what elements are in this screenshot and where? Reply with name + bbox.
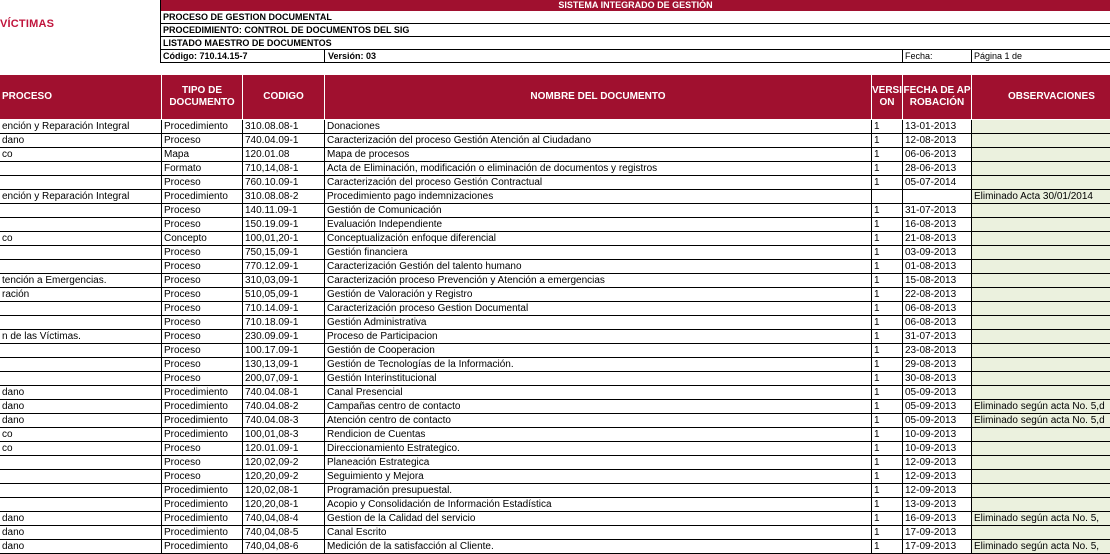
cell-tipo[interactable]: Procedimiento <box>162 540 243 553</box>
cell-proceso[interactable]: dano <box>0 414 162 427</box>
cell-nombre[interactable]: Caracterización proceso Prevención y Atención a emergencias <box>325 274 872 287</box>
cell-version[interactable]: 1 <box>872 316 903 329</box>
cell-observaciones[interactable]: Eliminado según acta No. 5,d <box>972 414 1110 427</box>
cell-version[interactable]: 1 <box>872 162 903 175</box>
cell-observaciones[interactable]: Eliminado Acta 30/01/2014 <box>972 190 1110 203</box>
cell-codigo[interactable]: 120.01.08 <box>243 148 325 161</box>
cell-tipo[interactable]: Proceso <box>162 176 243 189</box>
cell-proceso[interactable] <box>0 470 162 483</box>
cell-nombre[interactable]: Canal Escrito <box>325 526 872 539</box>
cell-nombre[interactable]: Seguimiento y Mejora <box>325 470 872 483</box>
cell-observaciones[interactable] <box>972 316 1110 329</box>
col-tipo[interactable]: TIPO DE DOCUMENTO <box>162 75 243 119</box>
cell-observaciones[interactable] <box>972 260 1110 273</box>
cell-observaciones[interactable] <box>972 498 1110 511</box>
cell-fecha[interactable]: 12-09-2013 <box>903 470 972 483</box>
col-version[interactable]: VERSION <box>872 75 903 119</box>
table-row[interactable] <box>0 414 1110 428</box>
cell-nombre[interactable]: Gestión de Comunicación <box>325 204 872 217</box>
cell-observaciones[interactable] <box>972 470 1110 483</box>
cell-codigo[interactable]: 740.04.08-3 <box>243 414 325 427</box>
cell-nombre[interactable]: Planeación Estrategica <box>325 456 872 469</box>
cell-version[interactable]: 1 <box>872 260 903 273</box>
cell-proceso[interactable]: n de las Víctimas. <box>0 330 162 343</box>
cell-fecha[interactable]: 21-08-2013 <box>903 232 972 245</box>
cell-tipo[interactable]: Mapa <box>162 148 243 161</box>
system-title: SISTEMA INTEGRADO DE GESTIÓN <box>161 0 1110 11</box>
cell-fecha[interactable]: 17-09-2013 <box>903 540 972 553</box>
cell-version[interactable]: 1 <box>872 358 903 371</box>
cell-fecha[interactable]: 12-08-2013 <box>903 134 972 147</box>
cell-codigo[interactable]: 100.17.09-1 <box>243 344 325 357</box>
cell-version[interactable]: 1 <box>872 330 903 343</box>
cell-observaciones[interactable] <box>972 274 1110 287</box>
cell-version[interactable]: 1 <box>872 274 903 287</box>
cell-codigo[interactable]: 740.04.09-1 <box>243 134 325 147</box>
header-fecha: Fecha: <box>905 51 933 61</box>
cell-proceso[interactable]: co <box>0 148 162 161</box>
cell-observaciones[interactable] <box>972 148 1110 161</box>
table-row[interactable] <box>0 442 1110 456</box>
cell-observaciones[interactable] <box>972 176 1110 189</box>
cell-fecha[interactable]: 12-09-2013 <box>903 484 972 497</box>
cell-fecha[interactable] <box>903 190 972 203</box>
table-row[interactable] <box>0 470 1110 484</box>
cell-codigo[interactable]: 100,01,20-1 <box>243 232 325 245</box>
cell-nombre[interactable]: Gestion de la Calidad del servicio <box>325 512 872 525</box>
cell-fecha[interactable]: 06-08-2013 <box>903 316 972 329</box>
header-meta-row <box>161 50 1110 63</box>
cell-codigo[interactable]: 310.08.08-2 <box>243 190 325 203</box>
table-row[interactable] <box>0 428 1110 442</box>
cell-codigo[interactable]: 120,20,09-2 <box>243 470 325 483</box>
cell-observaciones[interactable]: Eliminado según acta No. 5,d <box>972 400 1110 413</box>
cell-version[interactable]: 1 <box>872 484 903 497</box>
cell-nombre[interactable]: Donaciones <box>325 120 872 133</box>
cell-fecha[interactable]: 22-08-2013 <box>903 288 972 301</box>
cell-proceso[interactable]: ración <box>0 288 162 301</box>
cell-tipo[interactable]: Proceso <box>162 274 243 287</box>
table-row[interactable] <box>0 162 1110 176</box>
cell-version[interactable] <box>872 190 903 203</box>
cell-version[interactable]: 1 <box>872 288 903 301</box>
cell-fecha[interactable]: 28-06-2013 <box>903 162 972 175</box>
table-row[interactable] <box>0 148 1110 162</box>
cell-proceso[interactable]: tención a Emergencias. <box>0 274 162 287</box>
header-codigo: Código: 710.14.15-7 <box>163 51 248 61</box>
cell-fecha[interactable]: 05-09-2013 <box>903 414 972 427</box>
cell-nombre[interactable]: Acta de Eliminación, modificación o eliminación de documentos y registros <box>325 162 872 175</box>
cell-tipo[interactable]: Procedimiento <box>162 512 243 525</box>
table-row[interactable] <box>0 134 1110 148</box>
cell-tipo[interactable]: Procedimiento <box>162 428 243 441</box>
cell-tipo[interactable]: Proceso <box>162 288 243 301</box>
cell-version[interactable]: 1 <box>872 526 903 539</box>
cell-observaciones[interactable] <box>972 386 1110 399</box>
cell-nombre[interactable]: Caracterización proceso Gestion Documental <box>325 302 872 315</box>
cell-codigo[interactable]: 750,15,09-1 <box>243 246 325 259</box>
table-row[interactable] <box>0 246 1110 260</box>
cell-version[interactable]: 1 <box>872 302 903 315</box>
cell-proceso[interactable] <box>0 204 162 217</box>
cell-nombre[interactable]: Gestión Administrativa <box>325 316 872 329</box>
cell-observaciones[interactable] <box>972 246 1110 259</box>
cell-tipo[interactable]: Procedimiento <box>162 526 243 539</box>
cell-fecha[interactable]: 30-08-2013 <box>903 372 972 385</box>
cell-codigo[interactable]: 310.08.08-1 <box>243 120 325 133</box>
cell-nombre[interactable]: Evaluación Independiente <box>325 218 872 231</box>
cell-tipo[interactable]: Proceso <box>162 442 243 455</box>
table-row[interactable] <box>0 512 1110 526</box>
cell-tipo[interactable]: Procedimiento <box>162 484 243 497</box>
col-codigo[interactable]: CODIGO <box>243 75 325 119</box>
cell-tipo[interactable]: Proceso <box>162 358 243 371</box>
cell-observaciones[interactable] <box>972 428 1110 441</box>
cell-version[interactable]: 1 <box>872 540 903 553</box>
cell-version[interactable]: 1 <box>872 456 903 469</box>
header-listado: LISTADO MAESTRO DE DOCUMENTOS <box>161 37 1110 50</box>
cell-proceso[interactable]: dano <box>0 134 162 147</box>
cell-proceso[interactable]: dano <box>0 540 162 553</box>
cell-tipo[interactable]: Formato <box>162 162 243 175</box>
cell-codigo[interactable]: 120,02,09-2 <box>243 456 325 469</box>
cell-version[interactable]: 1 <box>872 414 903 427</box>
cell-nombre[interactable]: Caracterización Gestión del talento humano <box>325 260 872 273</box>
table-row[interactable] <box>0 120 1110 134</box>
cell-codigo[interactable]: 740,04,08-4 <box>243 512 325 525</box>
cell-proceso[interactable]: dano <box>0 526 162 539</box>
cell-fecha[interactable]: 12-09-2013 <box>903 456 972 469</box>
cell-proceso[interactable] <box>0 316 162 329</box>
cell-fecha[interactable]: 06-06-2013 <box>903 148 972 161</box>
table-row[interactable] <box>0 232 1110 246</box>
cell-observaciones[interactable] <box>972 344 1110 357</box>
cell-version[interactable]: 1 <box>872 120 903 133</box>
cell-proceso[interactable] <box>0 372 162 385</box>
cell-fecha[interactable]: 06-08-2013 <box>903 302 972 315</box>
table-row[interactable] <box>0 260 1110 274</box>
cell-version[interactable]: 1 <box>872 512 903 525</box>
cell-proceso[interactable]: ención y Reparación Integral <box>0 190 162 203</box>
cell-fecha[interactable]: 31-07-2013 <box>903 330 972 343</box>
cell-fecha[interactable]: 10-09-2013 <box>903 428 972 441</box>
cell-nombre[interactable]: Gestión financiera <box>325 246 872 259</box>
header-pagina: Página 1 de <box>974 51 1023 61</box>
cell-nombre[interactable]: Acopio y Consolidación de Información Estadística <box>325 498 872 511</box>
cell-version[interactable]: 1 <box>872 232 903 245</box>
cell-version[interactable]: 1 <box>872 176 903 189</box>
cell-proceso[interactable] <box>0 358 162 371</box>
cell-proceso[interactable] <box>0 218 162 231</box>
cell-proceso[interactable] <box>0 344 162 357</box>
cell-tipo[interactable]: Proceso <box>162 246 243 259</box>
col-fecha[interactable]: FECHA DE APROBACIÓN <box>903 75 972 119</box>
table-row[interactable] <box>0 302 1110 316</box>
table-row[interactable] <box>0 330 1110 344</box>
cell-codigo[interactable]: 710.14.09-1 <box>243 302 325 315</box>
cell-tipo[interactable]: Proceso <box>162 260 243 273</box>
cell-fecha[interactable]: 16-09-2013 <box>903 512 972 525</box>
cell-proceso[interactable] <box>0 162 162 175</box>
cell-fecha[interactable]: 05-09-2013 <box>903 400 972 413</box>
cell-fecha[interactable]: 03-09-2013 <box>903 246 972 259</box>
divider <box>902 50 903 63</box>
cell-codigo[interactable]: 200,07,09-1 <box>243 372 325 385</box>
header-procedimiento: PROCEDIMIENTO: CONTROL DE DOCUMENTOS DEL SIG <box>161 24 1110 37</box>
table-row[interactable] <box>0 386 1110 400</box>
cell-codigo[interactable]: 710,14,08-1 <box>243 162 325 175</box>
col-proceso[interactable]: PROCESO <box>0 75 162 119</box>
cell-tipo[interactable]: Proceso <box>162 456 243 469</box>
cell-version[interactable]: 1 <box>872 148 903 161</box>
cell-codigo[interactable]: 120,20,08-1 <box>243 498 325 511</box>
cell-observaciones[interactable] <box>972 134 1110 147</box>
cell-observaciones[interactable] <box>972 330 1110 343</box>
cell-version[interactable]: 1 <box>872 246 903 259</box>
cell-nombre[interactable]: Direccionamiento Estrategico. <box>325 442 872 455</box>
table-row[interactable] <box>0 456 1110 470</box>
table-row[interactable] <box>0 190 1110 204</box>
col-nombre[interactable]: NOMBRE DEL DOCUMENTO <box>325 75 872 119</box>
cell-observaciones[interactable] <box>972 218 1110 231</box>
cell-tipo[interactable]: Proceso <box>162 470 243 483</box>
cell-proceso[interactable]: ención y Reparación Integral <box>0 120 162 133</box>
cell-tipo[interactable]: Procedimiento <box>162 120 243 133</box>
cell-version[interactable]: 1 <box>872 498 903 511</box>
table-row[interactable] <box>0 288 1110 302</box>
cell-fecha[interactable]: 10-09-2013 <box>903 442 972 455</box>
cell-version[interactable]: 1 <box>872 134 903 147</box>
cell-tipo[interactable]: Proceso <box>162 134 243 147</box>
cell-tipo[interactable]: Proceso <box>162 316 243 329</box>
cell-codigo[interactable]: 120.01.09-1 <box>243 442 325 455</box>
cell-proceso[interactable]: co <box>0 232 162 245</box>
cell-proceso[interactable]: co <box>0 428 162 441</box>
cell-proceso[interactable]: dano <box>0 386 162 399</box>
cell-tipo[interactable]: Procedimiento <box>162 414 243 427</box>
table-row[interactable] <box>0 204 1110 218</box>
table-row[interactable] <box>0 274 1110 288</box>
cell-fecha[interactable]: 31-07-2013 <box>903 204 972 217</box>
cell-proceso[interactable] <box>0 484 162 497</box>
cell-codigo[interactable]: 130,13,09-1 <box>243 358 325 371</box>
cell-version[interactable]: 1 <box>872 470 903 483</box>
cell-proceso[interactable] <box>0 260 162 273</box>
cell-proceso[interactable]: dano <box>0 400 162 413</box>
cell-nombre[interactable]: Gestión Interinstitucional <box>325 372 872 385</box>
cell-tipo[interactable]: Proceso <box>162 330 243 343</box>
cell-nombre[interactable]: Gestión de Cooperacion <box>325 344 872 357</box>
table-row[interactable] <box>0 484 1110 498</box>
table-row[interactable] <box>0 218 1110 232</box>
cell-version[interactable]: 1 <box>872 400 903 413</box>
cell-observaciones[interactable] <box>972 204 1110 217</box>
cell-tipo[interactable]: Proceso <box>162 302 243 315</box>
logo-area <box>0 0 161 63</box>
header-version: Versión: 03 <box>328 51 377 61</box>
cell-tipo[interactable]: Procedimiento <box>162 190 243 203</box>
cell-codigo[interactable]: 100,01,08-3 <box>243 428 325 441</box>
cell-observaciones[interactable] <box>972 288 1110 301</box>
header-proceso: PROCESO DE GESTION DOCUMENTAL <box>161 11 1110 24</box>
cell-codigo[interactable]: 770.12.09-1 <box>243 260 325 273</box>
cell-version[interactable]: 1 <box>872 204 903 217</box>
cell-codigo[interactable]: 740.04.08-1 <box>243 386 325 399</box>
cell-observaciones[interactable] <box>972 162 1110 175</box>
cell-version[interactable]: 1 <box>872 428 903 441</box>
cell-fecha[interactable]: 13-01-2013 <box>903 120 972 133</box>
cell-nombre[interactable]: Programación presupuestal. <box>325 484 872 497</box>
table-row[interactable] <box>0 176 1110 190</box>
cell-observaciones[interactable] <box>972 358 1110 371</box>
cell-tipo[interactable]: Procedimiento <box>162 498 243 511</box>
table-row[interactable] <box>0 358 1110 372</box>
cell-fecha[interactable]: 13-09-2013 <box>903 498 972 511</box>
cell-nombre[interactable]: Campañas centro de contacto <box>325 400 872 413</box>
cell-nombre[interactable]: Procedimiento pago indemnizaciones <box>325 190 872 203</box>
cell-nombre[interactable]: Canal Presencial <box>325 386 872 399</box>
cell-codigo[interactable]: 150.19.09-1 <box>243 218 325 231</box>
cell-fecha[interactable]: 15-08-2013 <box>903 274 972 287</box>
cell-observaciones[interactable] <box>972 442 1110 455</box>
cell-observaciones[interactable]: Eliminado según acta No. 5, <box>972 540 1110 553</box>
cell-fecha[interactable]: 01-08-2013 <box>903 260 972 273</box>
cell-tipo[interactable]: Proceso <box>162 204 243 217</box>
cell-version[interactable]: 1 <box>872 218 903 231</box>
cell-observaciones[interactable] <box>972 232 1110 245</box>
cell-fecha[interactable]: 17-09-2013 <box>903 526 972 539</box>
cell-fecha[interactable]: 23-08-2013 <box>903 344 972 357</box>
divider <box>324 50 325 63</box>
cell-observaciones[interactable] <box>972 302 1110 315</box>
cell-codigo[interactable]: 140.11.09-1 <box>243 204 325 217</box>
table-row[interactable] <box>0 526 1110 540</box>
cell-nombre[interactable]: Atención centro de contacto <box>325 414 872 427</box>
cell-fecha[interactable]: 29-08-2013 <box>903 358 972 371</box>
col-observaciones[interactable]: OBSERVACIONES <box>1008 91 1095 102</box>
table-row[interactable] <box>0 344 1110 358</box>
cell-codigo[interactable]: 710.18.09-1 <box>243 316 325 329</box>
cell-proceso[interactable] <box>0 456 162 469</box>
cell-proceso[interactable] <box>0 498 162 511</box>
table-body <box>0 120 1110 554</box>
cell-tipo[interactable]: Proceso <box>162 218 243 231</box>
cell-observaciones[interactable] <box>972 372 1110 385</box>
cell-tipo[interactable]: Proceso <box>162 372 243 385</box>
cell-nombre[interactable]: Proceso de Participacion <box>325 330 872 343</box>
cell-observaciones[interactable] <box>972 456 1110 469</box>
table-row[interactable] <box>0 316 1110 330</box>
cell-codigo[interactable]: 310,03,09-1 <box>243 274 325 287</box>
cell-nombre[interactable]: Conceptualización enfoque diferencial <box>325 232 872 245</box>
cell-codigo[interactable]: 760.10.09-1 <box>243 176 325 189</box>
cell-nombre[interactable]: Mapa de procesos <box>325 148 872 161</box>
cell-codigo[interactable]: 740,04,08-5 <box>243 526 325 539</box>
table-row[interactable] <box>0 400 1110 414</box>
cell-fecha[interactable]: 16-08-2013 <box>903 218 972 231</box>
cell-nombre[interactable]: Gestión de Valoración y Registro <box>325 288 872 301</box>
cell-codigo[interactable]: 230.09.09-1 <box>243 330 325 343</box>
cell-codigo[interactable]: 740.04.08-2 <box>243 400 325 413</box>
table-row[interactable] <box>0 372 1110 386</box>
cell-tipo[interactable]: Procedimiento <box>162 400 243 413</box>
cell-version[interactable]: 1 <box>872 386 903 399</box>
cell-proceso[interactable]: co <box>0 442 162 455</box>
cell-proceso[interactable] <box>0 246 162 259</box>
cell-nombre[interactable]: Caracterización del proceso Gestión Contractual <box>325 176 872 189</box>
cell-tipo[interactable]: Concepto <box>162 232 243 245</box>
table-row[interactable] <box>0 498 1110 512</box>
cell-nombre[interactable]: Rendicion de Cuentas <box>325 428 872 441</box>
cell-version[interactable]: 1 <box>872 442 903 455</box>
cell-codigo[interactable]: 120,02,08-1 <box>243 484 325 497</box>
cell-codigo[interactable]: 740,04,08-6 <box>243 540 325 553</box>
cell-observaciones[interactable] <box>972 120 1110 133</box>
cell-nombre[interactable]: Caracterización del proceso Gestión Atención al Ciudadano <box>325 134 872 147</box>
cell-version[interactable]: 1 <box>872 372 903 385</box>
cell-tipo[interactable]: Procedimiento <box>162 386 243 399</box>
cell-fecha[interactable]: 05-07-2014 <box>903 176 972 189</box>
cell-proceso[interactable] <box>0 302 162 315</box>
divider <box>971 50 972 63</box>
cell-proceso[interactable] <box>0 176 162 189</box>
logo: VÍCTIMAS <box>0 18 55 30</box>
cell-nombre[interactable]: Medición de la satisfacción al Cliente. <box>325 540 872 553</box>
cell-observaciones[interactable] <box>972 526 1110 539</box>
table-header <box>0 75 1110 119</box>
cell-observaciones[interactable]: Eliminado según acta No. 5, <box>972 512 1110 525</box>
cell-version[interactable]: 1 <box>872 344 903 357</box>
cell-nombre[interactable]: Gestión de Tecnologías de la Información. <box>325 358 872 371</box>
cell-fecha[interactable]: 05-09-2013 <box>903 386 972 399</box>
cell-observaciones[interactable] <box>972 484 1110 497</box>
cell-tipo[interactable]: Proceso <box>162 344 243 357</box>
cell-codigo[interactable]: 510,05,09-1 <box>243 288 325 301</box>
cell-proceso[interactable]: dano <box>0 512 162 525</box>
